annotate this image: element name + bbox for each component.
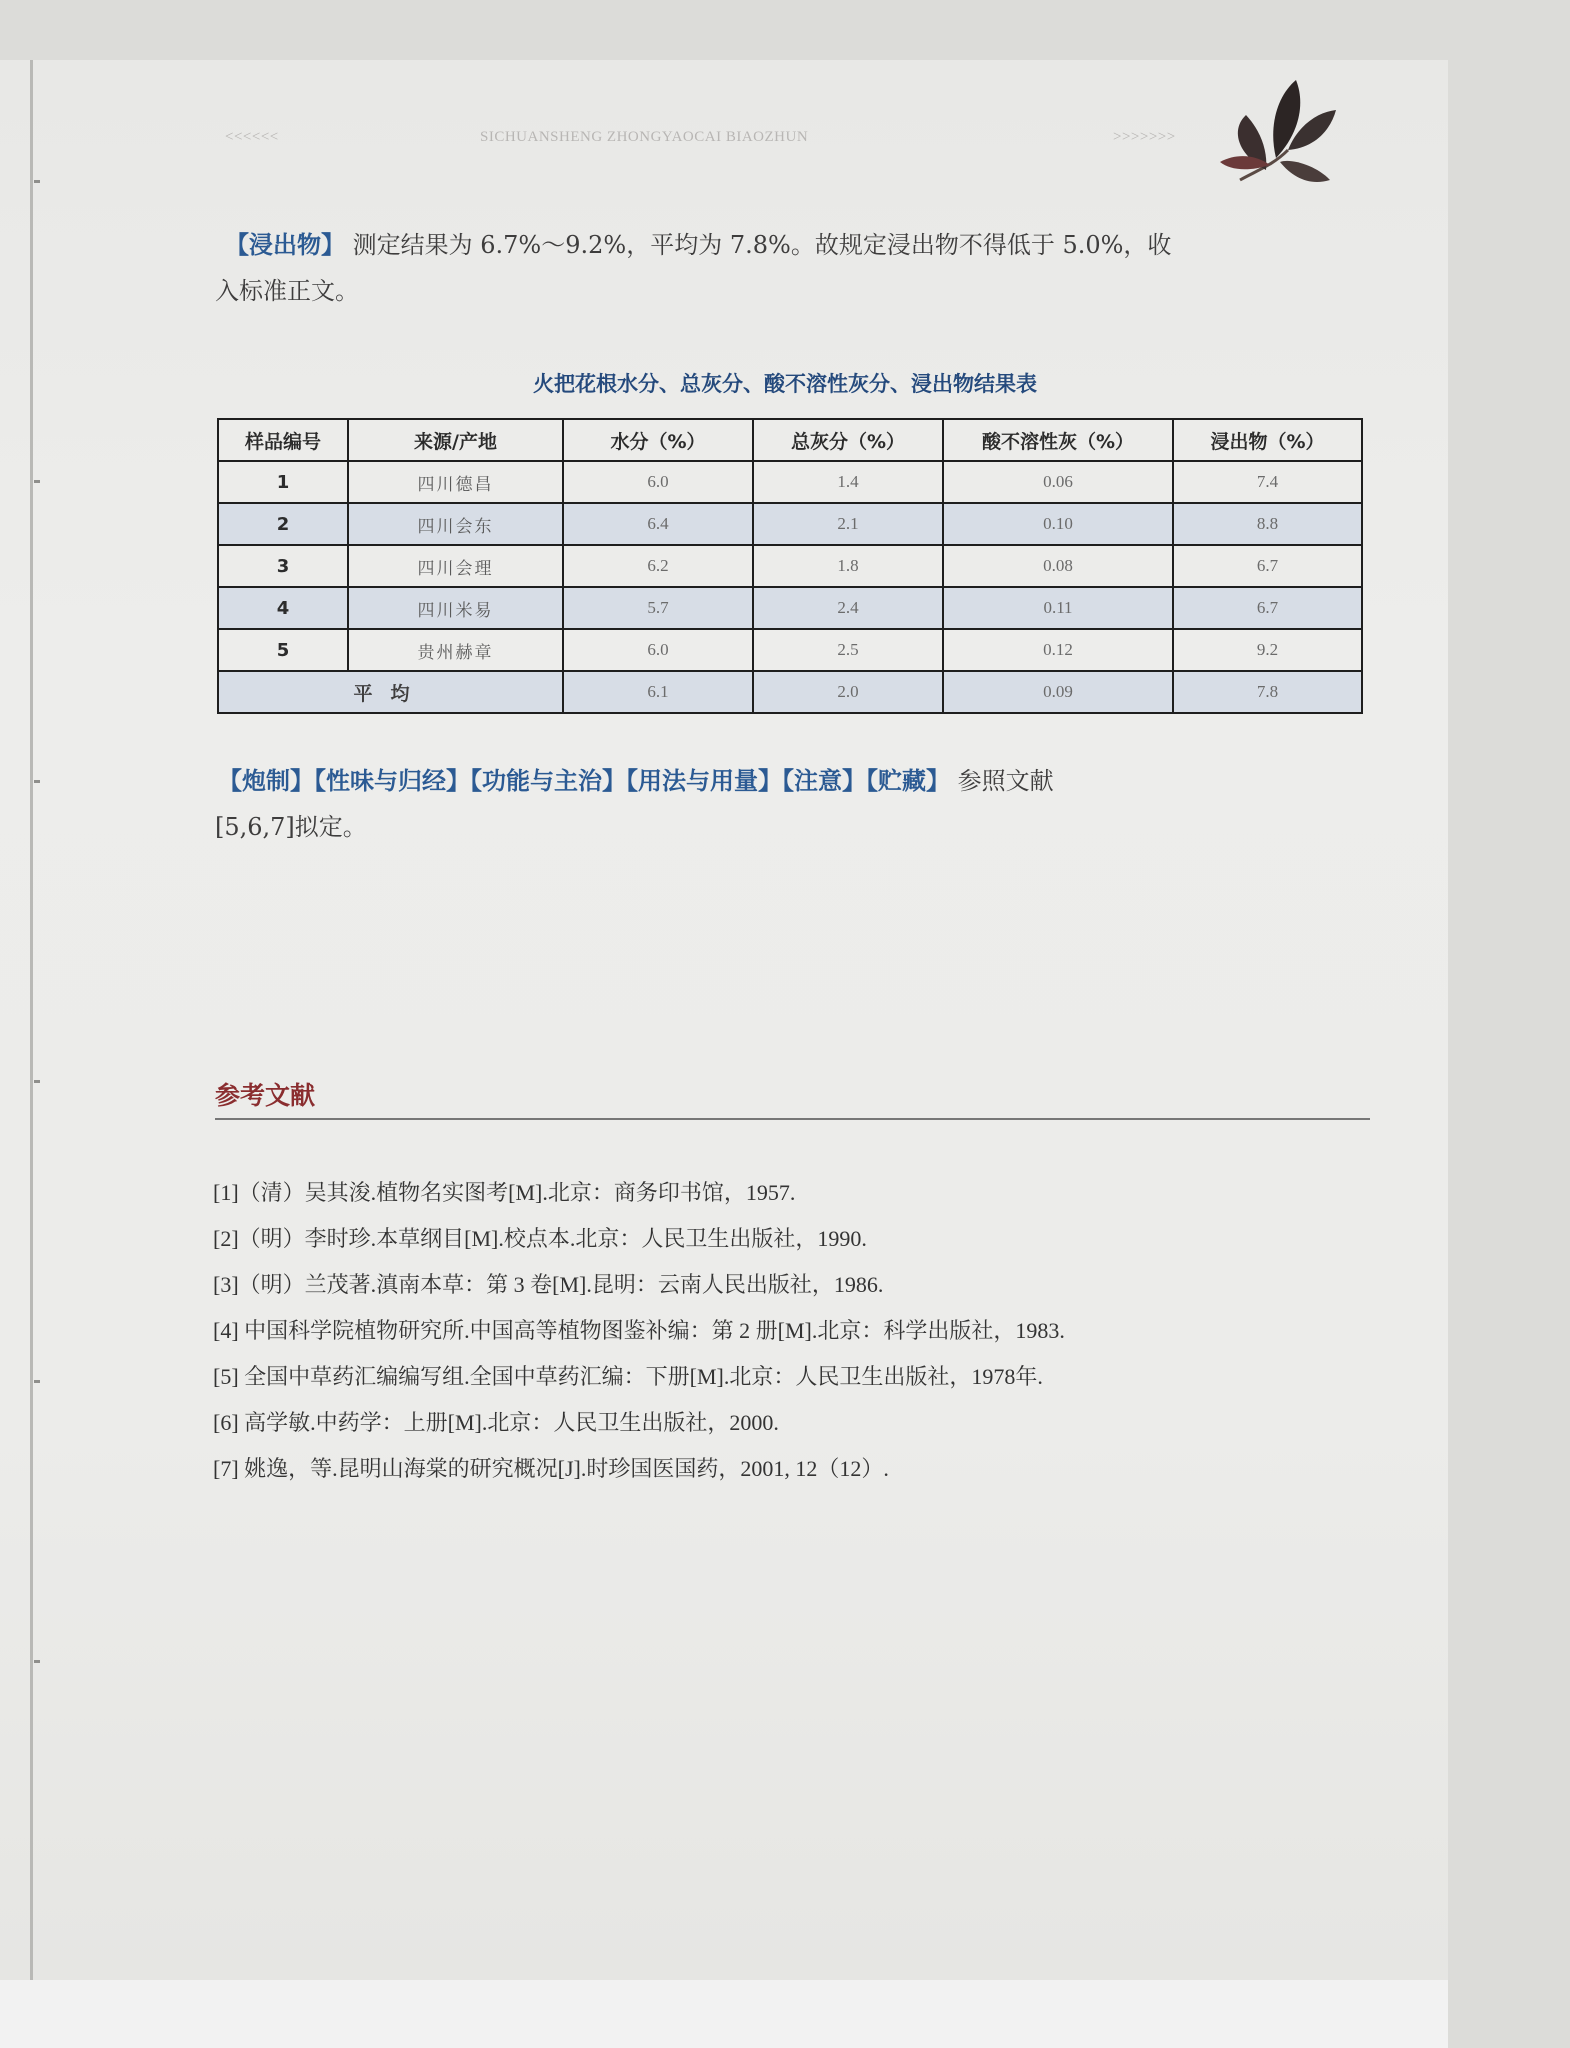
reference-item: [2]（明）李时珍.本草纲目[M].校点本.北京：人民卫生出版社，1990. <box>213 1226 867 1251</box>
references-divider <box>215 1118 1370 1120</box>
extract-value: 6.7 <box>1173 545 1362 587</box>
reference-item: [5] 全国中草药汇编编写组.全国中草药汇编：下册[M].北京：人民卫生出版社，1978年. <box>213 1364 1043 1389</box>
results-table <box>217 418 1363 714</box>
binding-stitch <box>34 1380 40 1383</box>
moisture-value: 6.4 <box>563 503 753 545</box>
references-list <box>213 1170 1373 1492</box>
extract-value: 8.8 <box>1173 503 1362 545</box>
table-row <box>218 587 1362 629</box>
acid-ash-value: 0.08 <box>943 545 1173 587</box>
acid-ash-value: 0.06 <box>943 461 1173 503</box>
extract-average: 7.8 <box>1173 671 1362 713</box>
ash-value: 2.1 <box>753 503 943 545</box>
table-header-row <box>218 419 1362 461</box>
col-header: 总灰分（%） <box>753 419 943 461</box>
references-heading: 参考文献 <box>215 1081 316 1110</box>
extract-text-2: 入标准正文。 <box>215 277 359 305</box>
sample-source: 四川会东 <box>348 503 563 545</box>
reference-item: [1]（清）吴其浚.植物名实图考[M].北京：商务印书馆，1957. <box>213 1180 796 1205</box>
page-background <box>0 1980 1448 2048</box>
col-header: 水分（%） <box>563 419 753 461</box>
running-header: SICHUANSHENG ZHONGYAOCAI BIAOZHUN <box>480 129 809 145</box>
extract-text: 测定结果为 6.7%～9.2%，平均为 7.8%。故规定浸出物不得低于 5.0%，收 <box>352 231 1172 259</box>
sample-id: 3 <box>218 545 348 587</box>
col-header: 来源/产地 <box>348 419 563 461</box>
col-header: 样品编号 <box>218 419 348 461</box>
table-row <box>218 503 1362 545</box>
extract-paragraph <box>225 222 1355 268</box>
extract-value: 7.4 <box>1173 461 1362 503</box>
binding-stitch <box>34 180 40 183</box>
sample-source: 四川德昌 <box>348 461 563 503</box>
ash-value: 1.4 <box>753 461 943 503</box>
binding-stitch <box>34 480 40 483</box>
sample-id: 2 <box>218 503 348 545</box>
extract-value: 6.7 <box>1173 587 1362 629</box>
reference-item: [7] 姚逸，等.昆明山海棠的研究概况[J].时珍国医国药，2001, 12（12）. <box>213 1456 889 1481</box>
book-page <box>0 60 1448 1980</box>
average-label: 平均 <box>218 671 563 713</box>
extract-paragraph-line2 <box>215 268 1345 314</box>
sample-source: 四川会理 <box>348 545 563 587</box>
sample-id: 4 <box>218 587 348 629</box>
binding-edge <box>30 60 33 1980</box>
acid-ash-average: 0.09 <box>943 671 1173 713</box>
binding-stitch <box>34 1660 40 1663</box>
binding-stitch <box>34 780 40 783</box>
header-deco-right: >>>>>>> <box>1113 129 1176 145</box>
sample-source: 四川米易 <box>348 587 563 629</box>
acid-ash-value: 0.12 <box>943 629 1173 671</box>
moisture-value: 6.0 <box>563 461 753 503</box>
table-average-row <box>218 671 1362 713</box>
ash-value: 2.4 <box>753 587 943 629</box>
binding-stitch <box>34 1080 40 1083</box>
reference-item: [6] 高学敏.中药学：上册[M].北京：人民卫生出版社，2000. <box>213 1410 779 1435</box>
moisture-value: 6.0 <box>563 629 753 671</box>
processing-paragraph <box>218 758 1348 804</box>
sample-id: 5 <box>218 629 348 671</box>
table-row <box>218 461 1362 503</box>
moisture-value: 5.7 <box>563 587 753 629</box>
ash-average: 2.0 <box>753 671 943 713</box>
col-header: 酸不溶性灰（%） <box>943 419 1173 461</box>
acid-ash-value: 0.11 <box>943 587 1173 629</box>
reference-item: [4] 中国科学院植物研究所.中国高等植物图鉴补编：第 2 册[M].北京：科学出版社，1983. <box>213 1318 1065 1343</box>
processing-text-2: [5,6,7]拟定。 <box>215 813 367 841</box>
processing-text: 参照文献 <box>957 767 1054 795</box>
ash-value: 1.8 <box>753 545 943 587</box>
table-row <box>218 629 1362 671</box>
processing-paragraph-line2 <box>215 804 1345 850</box>
ash-value: 2.5 <box>753 629 943 671</box>
col-header: 浸出物（%） <box>1173 419 1362 461</box>
sample-source: 贵州赫章 <box>348 629 563 671</box>
reference-item: [3]（明）兰茂著.滇南本草：第 3 卷[M].昆明：云南人民出版社，1986. <box>213 1272 884 1297</box>
sample-id: 1 <box>218 461 348 503</box>
extract-value: 9.2 <box>1173 629 1362 671</box>
acid-ash-value: 0.10 <box>943 503 1173 545</box>
moisture-average: 6.1 <box>563 671 753 713</box>
leaf-icon <box>1218 70 1338 190</box>
table-row <box>218 545 1362 587</box>
header-deco-left: <<<<<< <box>225 129 279 145</box>
table-title: 火把花根水分、总灰分、酸不溶性灰分、浸出物结果表 <box>533 372 1037 396</box>
moisture-value: 6.2 <box>563 545 753 587</box>
processing-keywords: 【炮制】【性味与归经】【功能与主治】【用法与用量】【注意】【贮藏】 <box>218 767 950 795</box>
extract-keyword: 【浸出物】 <box>225 231 345 259</box>
